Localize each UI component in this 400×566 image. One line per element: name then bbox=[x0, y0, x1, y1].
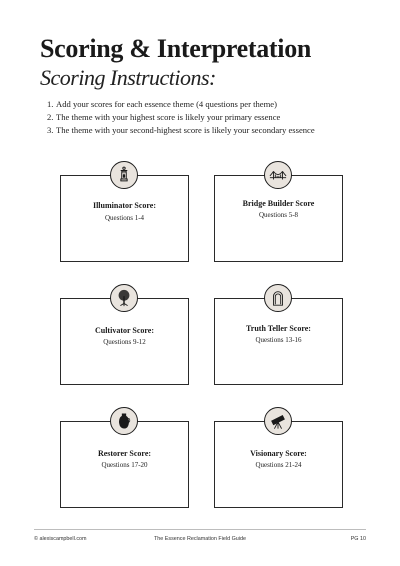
footer-page-number: PG 10 bbox=[350, 536, 366, 542]
tree-icon bbox=[110, 284, 138, 312]
mirror-icon bbox=[264, 284, 292, 312]
instruction-item: 1. Add your scores for each essence theme (4 questions per theme) bbox=[47, 99, 277, 109]
instructions-list bbox=[47, 98, 315, 137]
score-range: Questions 1-4 bbox=[104, 214, 145, 222]
score-title: Bridge Builder Score bbox=[242, 199, 315, 208]
footer-book-title: The Essence Reclamation Field Guide bbox=[154, 536, 246, 542]
telescope-icon bbox=[264, 407, 292, 435]
instruction-item: 3. The theme with your second-highest score is likely your secondary essence bbox=[47, 125, 315, 135]
score-range: Questions 9-12 bbox=[103, 338, 146, 346]
score-range: Questions 21-24 bbox=[255, 461, 302, 469]
vase-icon bbox=[110, 407, 138, 435]
score-title: Restorer Score: bbox=[97, 449, 152, 458]
score-title: Cultivator Score: bbox=[94, 326, 155, 335]
footer-divider bbox=[34, 529, 366, 530]
score-range: Questions 17-20 bbox=[101, 461, 148, 469]
footer-website[interactable]: © alexiscampbell.com bbox=[34, 536, 87, 542]
page-subtitle: Scoring Instructions: bbox=[40, 65, 216, 90]
lantern-icon bbox=[110, 161, 138, 189]
instruction-item: 2. The theme with your highest score is likely your primary essence bbox=[47, 112, 281, 122]
score-range: Questions 13-16 bbox=[255, 336, 302, 344]
score-range: Questions 5-8 bbox=[258, 211, 299, 219]
page-title: Scoring & Interpretation bbox=[40, 34, 312, 63]
bridge-icon bbox=[264, 161, 292, 189]
score-title: Visionary Score: bbox=[250, 449, 307, 458]
score-title: Truth Teller Score: bbox=[246, 324, 311, 333]
score-title: Illuminator Score: bbox=[92, 201, 157, 210]
